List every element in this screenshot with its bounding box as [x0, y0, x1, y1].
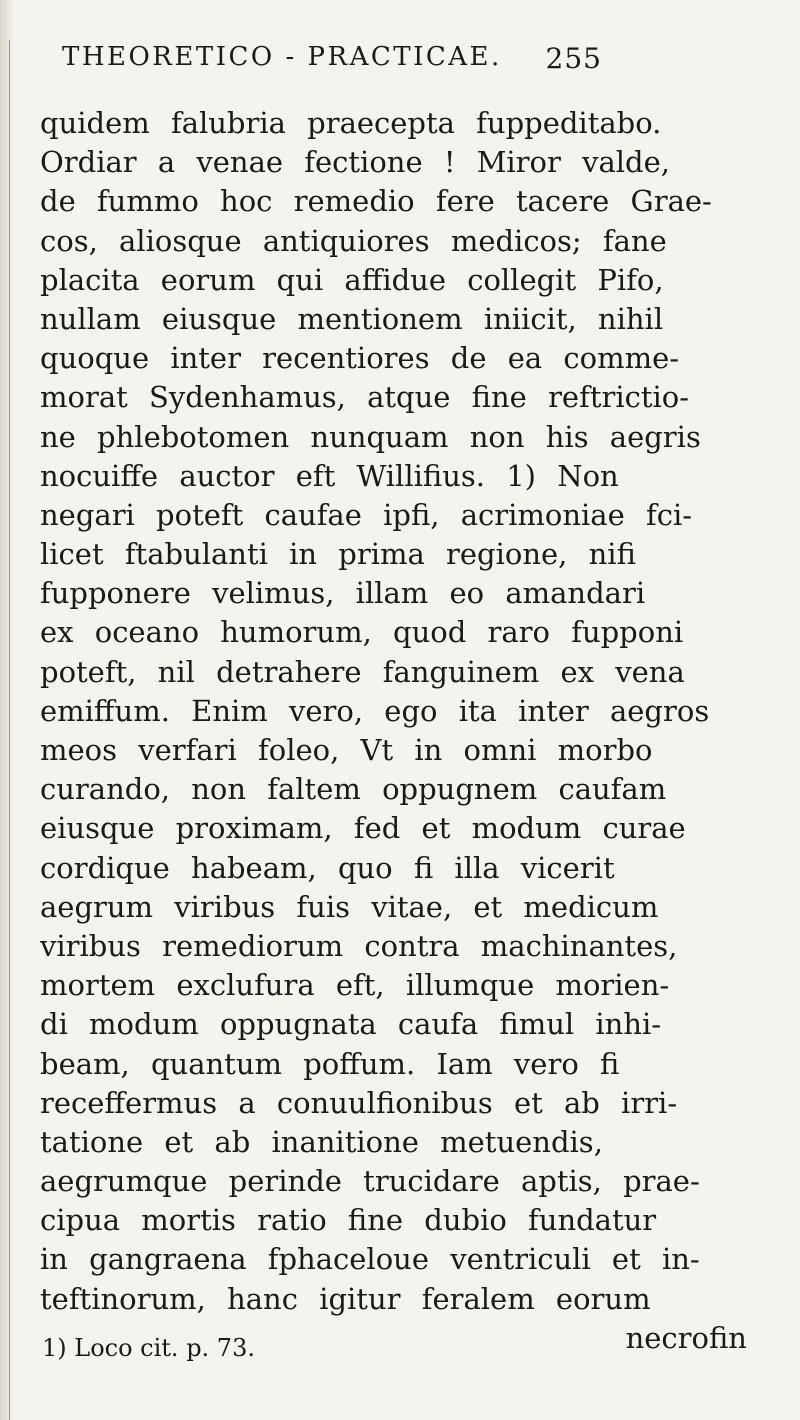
text-line: quidem falubria praecepta fuppeditabo.: [40, 106, 662, 140]
text-line: nullam eiusque mentionem iniicit, nihil: [40, 301, 664, 336]
page-number: 255: [545, 42, 602, 75]
text-line: receffermus a conuulfionibus et ab irri-: [40, 1085, 678, 1120]
text-line: di modum oppugnata caufa fimul inhi-: [40, 1007, 662, 1042]
footnote: 1) Loco cit. p. 73.: [42, 1334, 255, 1362]
text-line: ne phlebotomen nunquam non his aegris: [40, 419, 701, 454]
text-line: placita eorum qui affidue collegit Pifo,: [40, 262, 664, 297]
text-line: aegrumque perinde trucidare aptis, prae-: [40, 1164, 700, 1199]
text-line: necrofin: [625, 1320, 747, 1355]
text-line: aegrum viribus fuis vitae, et medicum: [40, 889, 659, 924]
text-line: eiusque proximam, fed et modum curae: [40, 811, 686, 846]
text-line: poteft, nil detrahere fanguinem ex vena: [40, 654, 685, 689]
text-line: licet ftabulanti in prima regione, nifi: [40, 537, 636, 572]
text-line: beam, quantum poffum. Iam vero fi: [40, 1046, 620, 1081]
text-line: cordique habeam, quo fi illa vicerit: [40, 850, 615, 885]
text-line: viribus remediorum contra machinantes,: [40, 928, 678, 963]
page-header: [62, 42, 602, 82]
text-line: cos, aliosque antiquiores medicos; fane: [40, 223, 667, 258]
text-line: negari poteft caufae ipfi, acrimoniae fci-: [40, 497, 693, 532]
text-line: quoque inter recentiores de ea comme-: [40, 341, 680, 376]
binding-edge-line: [9, 40, 10, 1420]
text-line: in gangraena fphaceloue ventriculi et in-: [40, 1242, 700, 1277]
text-line: fupponere velimus, illam eo amandari: [40, 576, 646, 611]
text-line: curando, non faltem oppugnem caufam: [40, 772, 667, 807]
page-gutter-shadow: [0, 0, 14, 1420]
text-line: nocuiffe auctor eft Willifius. 1) Non: [40, 458, 619, 493]
text-line: tatione et ab inanitione metuendis,: [40, 1124, 603, 1159]
text-line: meos verfari foleo, Vt in omni morbo: [40, 733, 653, 767]
text-line: ex oceano humorum, quod raro fupponi: [40, 615, 684, 650]
text-line: Ordiar a venae fectione ! Miror valde,: [40, 145, 670, 180]
text-line: teftinorum, hanc igitur feralem eorum: [40, 1281, 651, 1316]
text-line: morat Sydenhamus, atque fine reftrictio-: [40, 380, 690, 415]
body-text: [40, 104, 780, 1358]
text-line: cipua mortis ratio fine dubio fundatur: [40, 1203, 657, 1238]
running-title: THEORETICO - PRACTICAE.: [62, 42, 502, 72]
text-line: mortem exclufura eft, illumque morien-: [40, 968, 670, 1003]
text-line: emiffum. Enim vero, ego ita inter aegros: [40, 693, 710, 728]
text-line: de fummo hoc remedio fere tacere Grae-: [40, 184, 712, 219]
